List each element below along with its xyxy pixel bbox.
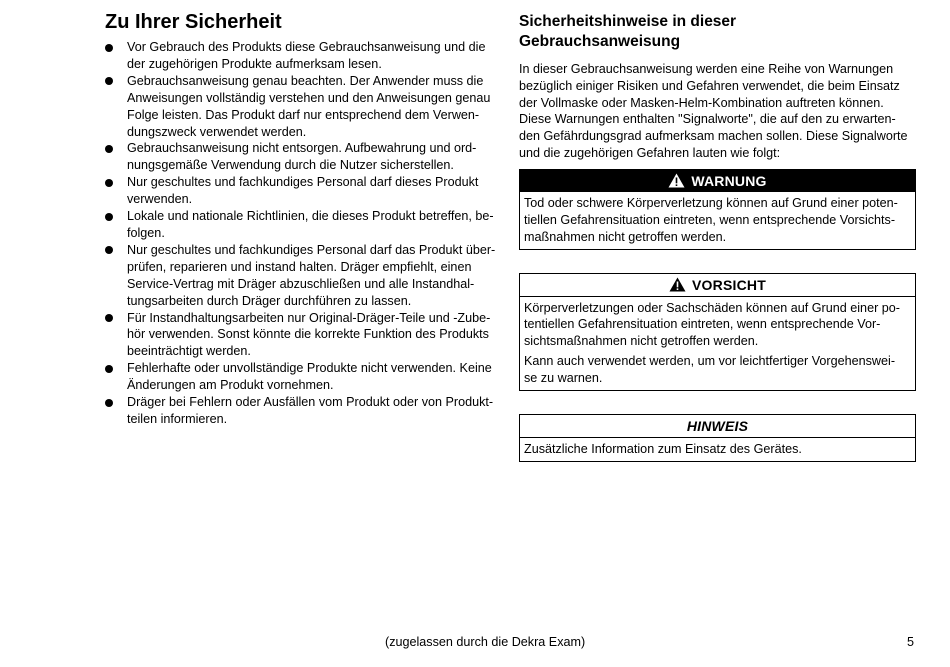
- warning-label: WARNUNG: [691, 172, 767, 189]
- warning-triangle-icon: [669, 277, 686, 292]
- notice-header: [520, 415, 915, 438]
- notice-label: HINWEIS: [686, 418, 749, 435]
- bullet-dot-icon: [105, 179, 113, 187]
- list-item: Vor Gebrauch des Produkts diese Gebrauchsanweisung und die der zugehörigen Produkte aufmerksam lesen.: [105, 39, 501, 73]
- section-title-safety: Zu Ihrer Sicherheit: [105, 11, 282, 33]
- list-item: Lokale und nationale Richtlinien, die dieses Produkt betreffen, be- folgen.: [105, 208, 501, 242]
- bullet-dot-icon: [105, 77, 113, 85]
- list-item: Nur geschultes und fachkundiges Personal darf das Produkt über- prüfen, reparieren und instand halten. Dräger empfiehlt, einen Service-Vertrag mit Dräger abzuschließen und alle Instandhal- tungsarbeiten durch Dräger durchführen zu lassen.: [105, 242, 501, 310]
- page-number: 5: [907, 635, 915, 649]
- list-item: Dräger bei Fehlern oder Ausfällen vom Produkt oder von Produkt- teilen informieren.: [105, 394, 501, 428]
- bullet-dot-icon: [105, 399, 113, 407]
- list-item: Nur geschultes und fachkundiges Personal darf dieses Produkt verwenden.: [105, 174, 501, 208]
- bullet-dot-icon: [105, 145, 113, 153]
- caution-box: [519, 273, 916, 392]
- caution-text: Körperverletzungen oder Sachschäden können auf Grund einer po- tentiellen Gefahrensituation eintreten, wenn entsprechende Vor- sichtsmaßnahmen nicht getroffen werden. Kann auch verwendet werden, um vor leichtfertiger Vorgehenswei- se zu warnen.: [524, 300, 900, 386]
- list-item: Fehlerhafte oder unvollständige Produkte nicht verwenden. Keine Änderungen am Produkt vornehmen.: [105, 360, 501, 394]
- bullet-dot-icon: [105, 246, 113, 254]
- intro-paragraph: In dieser Gebrauchsanweisung werden eine Reihe von Warnungen bezüglich einiger Risiken und Gefahren verwendet, die beim Einsatz der Vollmaske oder Masken-Helm-Kombination auftreten können. Diese Warnungen enthalten "Signalworte", die auf den zu erwarten- den Gefährdungsgrad aufmerksam machen sollen. Diese Signalworte und die zugehörigen Gefahren lauten wie folgt:: [519, 62, 908, 160]
- bullet-dot-icon: [105, 365, 113, 373]
- caution-header: [520, 274, 915, 297]
- notice-text: Zusätzliche Information zum Einsatz des Gerätes.: [524, 442, 802, 457]
- warning-text: Tod oder schwere Körperverletzung können auf Grund einer poten- tiellen Gefahrensituation eintreten, wenn entsprechende Vorsichts- maßnahmen nicht getroffen werden.: [524, 195, 898, 244]
- warning-triangle-icon: [668, 173, 685, 188]
- warning-box: [519, 169, 916, 250]
- right-column: [519, 12, 916, 462]
- bullet-dot-icon: [105, 44, 113, 52]
- list-item: Gebrauchsanweisung nicht entsorgen. Aufbewahrung und ord- nungsgemäße Verwendung durch die Nutzer sicherstellen.: [105, 140, 501, 174]
- list-item: Gebrauchsanweisung genau beachten. Der Anwender muss die Anweisungen vollständig verstehen und den Anweisungen genau Folge leisten. Das Produkt darf nur entsprechend dem Verwen- dungszweck verwendet werden.: [105, 73, 501, 141]
- notice-box: [519, 414, 916, 462]
- bullet-dot-icon: [105, 213, 113, 221]
- warning-header: [520, 170, 915, 192]
- section-title-notices: Sicherheitshinweise in dieser Gebrauchsanweisung: [519, 13, 737, 50]
- bullet-dot-icon: [105, 314, 113, 322]
- footer-approval-note: (zugelassen durch die Dekra Exam): [385, 635, 586, 649]
- left-column: [105, 10, 501, 428]
- caution-label: VORSICHT: [692, 276, 766, 293]
- list-item: Für Instandhaltungsarbeiten nur Original-Dräger-Teile und -Zube- hör verwenden. Sonst könnte die korrekte Funktion des Produkts beeinträchtigt werden.: [105, 310, 501, 361]
- safety-bullet-list: [105, 39, 501, 428]
